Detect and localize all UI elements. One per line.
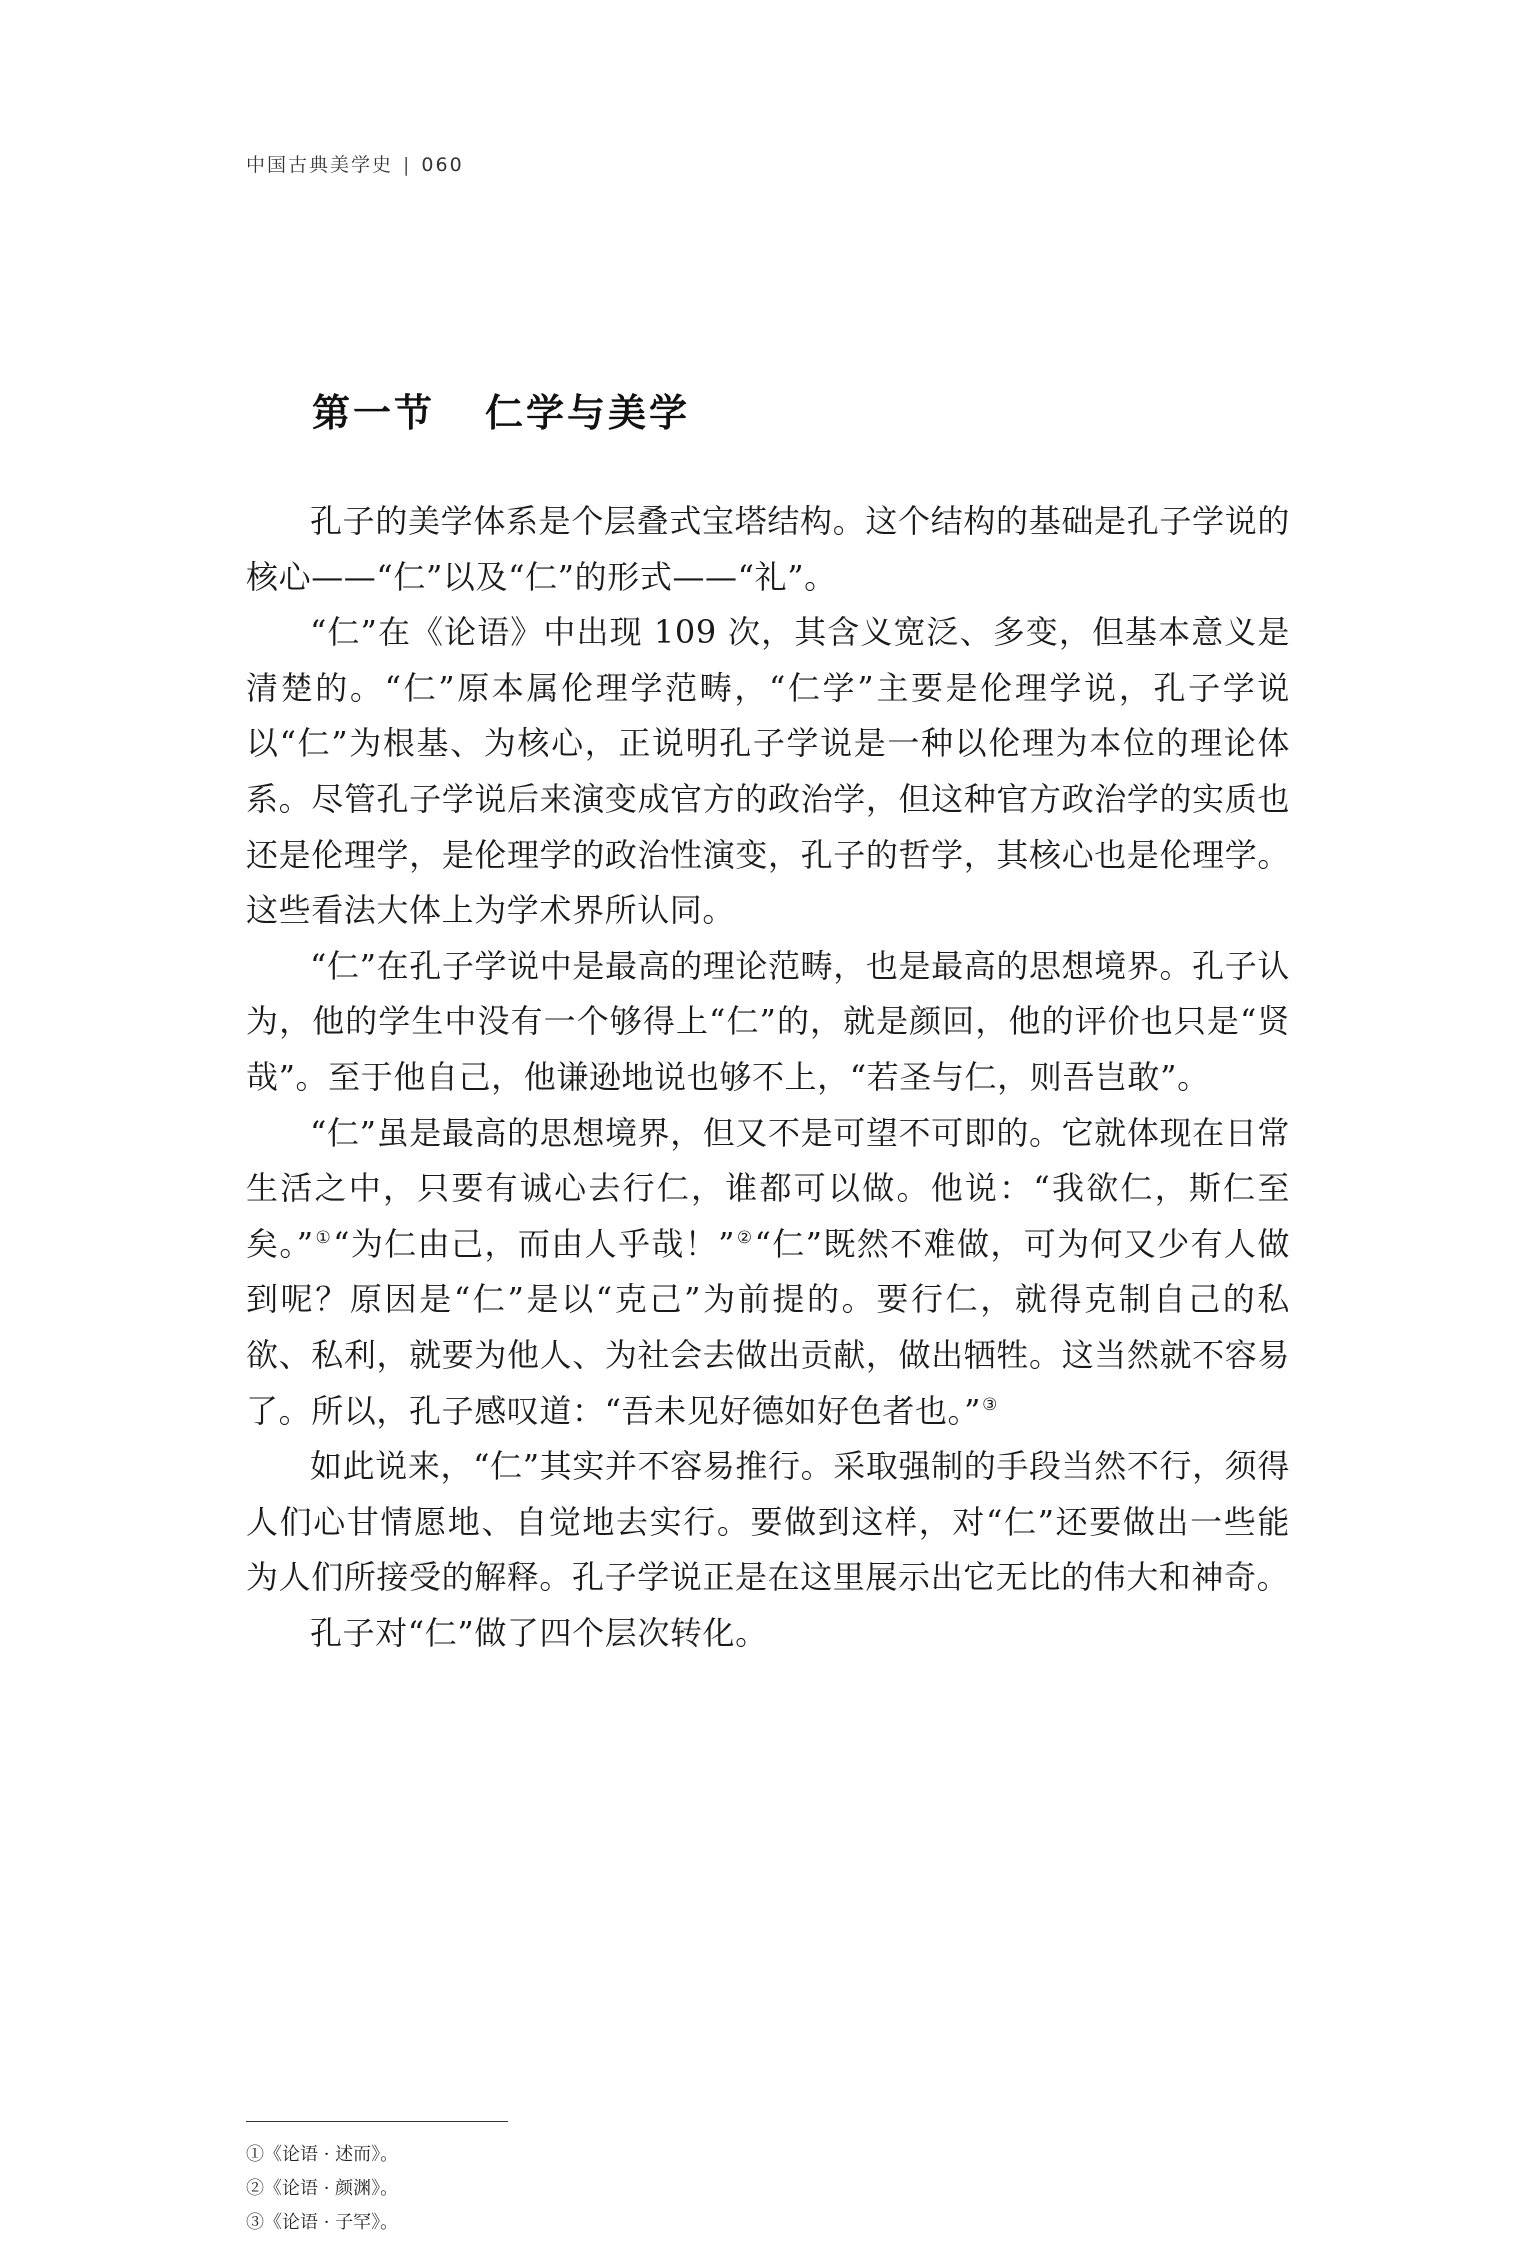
paragraph-4-part-a: “仁”虽是最高的思想境界，但又不是可望不可即的。它就体现在日常生活之中，只要有诚心去行仁，谁都可以做。他说：“我欲仁，斯仁至矣。”: [246, 1113, 1290, 1263]
footnote-ref-2[interactable]: ②: [736, 1228, 754, 1249]
footnote-ref-1[interactable]: ①: [314, 1228, 333, 1249]
footnote-ref-3[interactable]: ③: [982, 1394, 998, 1415]
paragraph-4: [246, 1106, 1290, 1440]
body-text: [246, 494, 1290, 1661]
paragraph-4-part-c: “仁”既然不难做，可为何又少有人做到呢？原因是“仁”是以“克己”为前提的。要行仁，就得克制自己的私欲、私利，就要为他人、为社会去做出贡献，做出牺牲。这当然就不容易了。所以，孔子感叹道：“吾未见好德如好色者也。”: [246, 1224, 1291, 1430]
running-head: [246, 150, 464, 177]
footnote-divider: [246, 2121, 508, 2122]
paragraph-2: “仁”在《论语》中出现 109 次，其含义宽泛、多变，但基本意义是清楚的。“仁”原本属伦理学范畴，“仁学”主要是伦理学说，孔子学说以“仁”为根基、为核心，正说明孔子学说是一种以伦理为本位的理论体系。尽管孔子学说后来演变成官方的政治学，但这种官方政治学的实质也还是伦理学，是伦理学的政治性演变，孔子的哲学，其核心也是伦理学。这些看法大体上为学术界所认同。: [246, 613, 1290, 930]
footnotes: [246, 2138, 398, 2240]
section-number: 第一节: [312, 390, 436, 435]
page-number: 060: [421, 154, 464, 176]
paragraph-4-part-b: “为仁由己，而由人乎哉！”: [333, 1224, 736, 1263]
footnote-2: ②《论语 · 颜渊》。: [246, 2178, 399, 2199]
section-title: [312, 382, 690, 437]
header-separator: |: [403, 154, 412, 176]
paragraph-6: 孔子对“仁”做了四个层次转化。: [310, 1613, 768, 1652]
book-title: 中国古典美学史: [246, 154, 394, 176]
paragraph-1: 孔子的美学体系是个层叠式宝塔结构。这个结构的基础是孔子学说的核心——“仁”以及“仁”的形式——“礼”。: [246, 502, 1290, 596]
section-heading: 仁学与美学: [485, 390, 691, 435]
paragraph-3: “仁”在孔子学说中是最高的理论范畴，也是最高的思想境界。孔子认为，他的学生中没有一个够得上“仁”的，就是颜回，他的评价也只是“贤哉”。至于他自己，他谦逊地说也够不上，“若圣与仁，则吾岂敢”。: [246, 946, 1290, 1096]
paragraph-5: 如此说来，“仁”其实并不容易推行。采取强制的手段当然不行，须得人们心甘情愿地、自觉地去实行。要做到这样，对“仁”还要做出一些能为人们所接受的解释。孔子学说正是在这里展示出它无比的伟大和神奇。: [246, 1447, 1290, 1597]
footnote-1: ①《论语 · 述而》。: [246, 2144, 399, 2165]
footnote-3: ③《论语 · 子罕》。: [246, 2212, 399, 2233]
